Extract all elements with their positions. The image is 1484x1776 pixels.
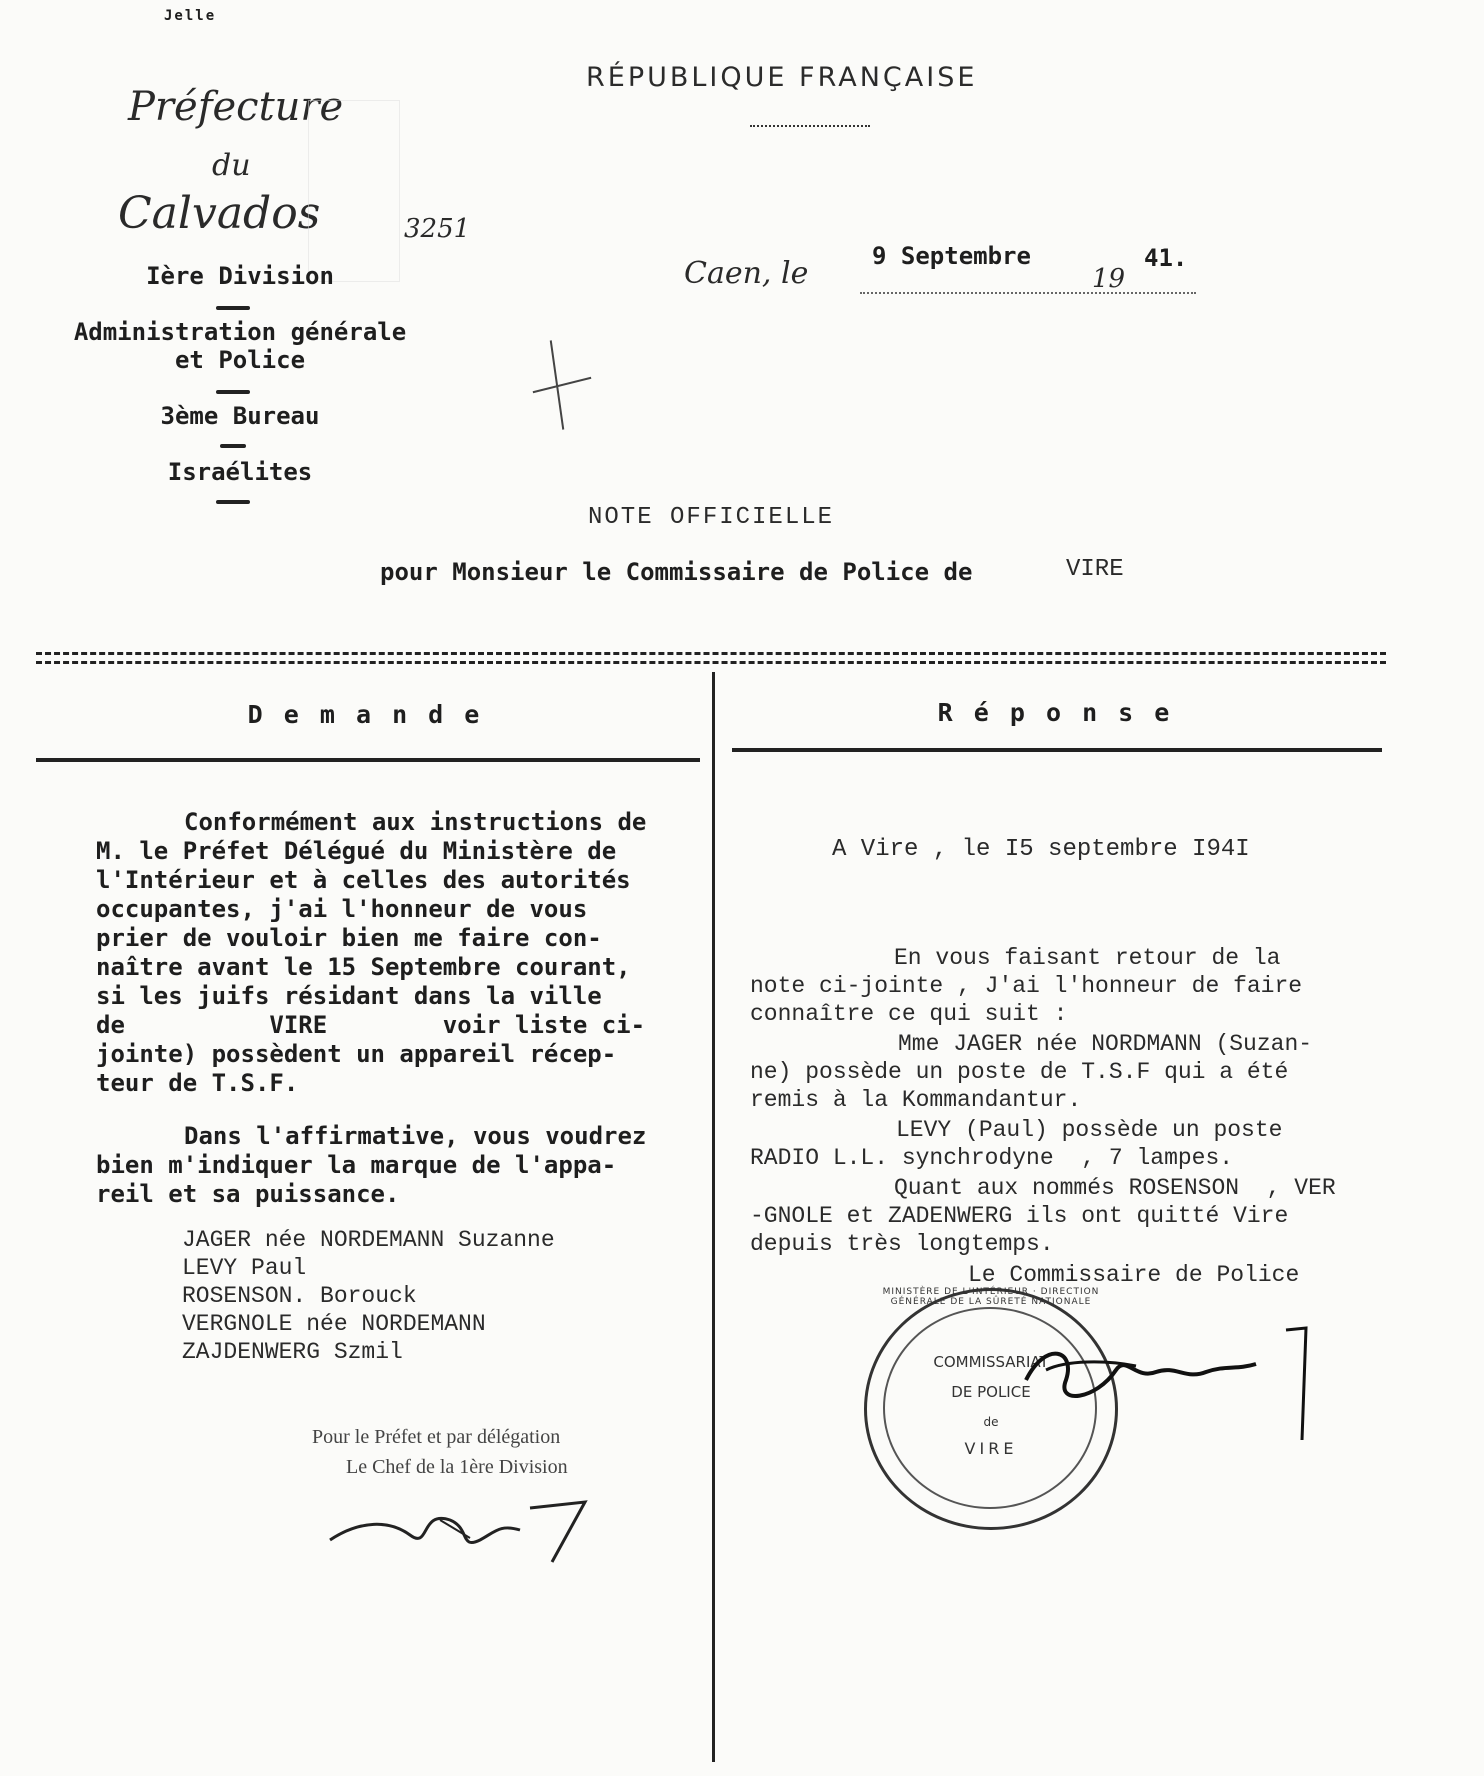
demande-line: occupantes, j'ai l'honneur de vous (96, 895, 588, 923)
faint-stamp-box (308, 100, 400, 282)
stamp-line2: DE POLICE (951, 1383, 1031, 1401)
reponse-line: connaître ce qui suit : (750, 1001, 1068, 1027)
divider-dash (216, 500, 250, 504)
police-label: et Police (174, 346, 306, 374)
demande-line: si les juifs résidant dans la ville (96, 982, 602, 1010)
demande-line: prier de vouloir bien me faire con- (96, 924, 602, 952)
stamp-line4: VIRE (964, 1439, 1018, 1458)
list-item: JAGER née NORDEMANN Suzanne (182, 1227, 555, 1253)
addressee-town: VIRE (1066, 556, 1124, 583)
stamp-line3: de (983, 1415, 999, 1429)
stamp-line1: COMMISSARIAT (933, 1353, 1049, 1371)
demande-line: Dans l'affirmative, vous voudrez (184, 1122, 647, 1150)
demande-line: naître avant le 15 Septembre courant, (96, 953, 631, 981)
date-century: 19 (1092, 264, 1126, 294)
republic-heading: RÉPUBLIQUE FRANÇAISE (586, 62, 978, 93)
reponse-line: -GNOLE et ZADENWERG ils ont quitté Vire (750, 1203, 1289, 1229)
division-label: Ière Division (146, 262, 334, 290)
demande-rule (36, 758, 700, 762)
date-day-month: 9 Septembre (872, 242, 1031, 270)
demande-line: de VIRE voir liste ci- (96, 1011, 646, 1039)
reponse-line: Mme JAGER née NORDMANN (Suzan- (898, 1031, 1313, 1057)
demande-heading: D e m a n d e (247, 700, 483, 729)
prefect-signature-icon (320, 1480, 650, 1570)
prefecture-line1: Préfecture (128, 84, 344, 130)
heading-ornament (750, 125, 870, 127)
list-item: LEVY Paul (182, 1255, 307, 1281)
reponse-line: LEVY (Paul) possède un poste (896, 1117, 1283, 1143)
signature-line2: Le Chef de la 1ère Division (346, 1456, 568, 1478)
reponse-heading: R é p o n s e (937, 698, 1173, 727)
list-item: ROSENSON. Borouck (182, 1283, 417, 1309)
reponse-date: A Vire , le I5 septembre I94I (832, 836, 1250, 863)
reponse-line: note ci-jointe , J'ai l'honneur de faire (750, 973, 1303, 999)
divider-dash (220, 444, 246, 448)
demande-line: teur de T.S.F. (96, 1069, 299, 1097)
commissaire-signature-icon (1006, 1310, 1326, 1450)
prefecture-line3: Calvados (118, 188, 321, 239)
demande-line: Conformément aux instructions de (184, 808, 647, 836)
administration-label: Administration générale (73, 318, 407, 346)
column-divider (712, 672, 715, 1762)
stamp-ring-text: MINISTÈRE DE L'INTÉRIEUR · DIRECTION GÉNÉRALE DE LA SÛRETÉ NATIONALE (882, 1287, 1100, 1307)
divider-dash (216, 306, 250, 310)
corner-mark: Jelle (164, 8, 217, 24)
date-dotted-line (860, 292, 1196, 294)
reponse-line: remis à la Kommandantur. (750, 1087, 1082, 1113)
demande-line: M. le Préfet Délégué du Ministère de (96, 837, 617, 865)
reponse-line: Quant aux nommés ROSENSON , VER (894, 1175, 1336, 1201)
bureau-label: 3ème Bureau (160, 402, 320, 430)
reponse-rule (732, 748, 1382, 752)
list-item: ZAJDENWERG Szmil (182, 1339, 403, 1365)
reference-number: 3251 (404, 214, 471, 244)
addressee-prefix: pour Monsieur le Commissaire de Police de (380, 558, 973, 586)
divider-dash (216, 390, 250, 394)
reponse-line: ne) possède un poste de T.S.F qui a été (750, 1059, 1289, 1085)
reponse-line: RADIO L.L. synchrodyne , 7 lampes. (750, 1145, 1234, 1171)
date-place: Caen, le (684, 256, 809, 291)
prefecture-line2: du (212, 148, 251, 183)
reponse-closing: Le Commissaire de Police (968, 1262, 1300, 1288)
reponse-line: depuis très longtemps. (750, 1231, 1054, 1257)
israelites-label: Israélites (167, 458, 313, 486)
reponse-line: En vous faisant retour de la (894, 945, 1281, 971)
section-separator (36, 652, 1386, 664)
demande-line: jointe) possèdent un appareil récep- (96, 1040, 617, 1068)
demande-line: bien m'indiquer la marque de l'appa- (96, 1151, 617, 1179)
pencil-mark (533, 377, 592, 393)
demande-line: l'Intérieur et à celles des autorités (96, 866, 631, 894)
signature-line1: Pour le Préfet et par délégation (312, 1426, 561, 1448)
note-title: NOTE OFFICIELLE (588, 504, 835, 531)
list-item: VERGNOLE née NORDEMANN (182, 1311, 486, 1337)
date-year: 41. (1144, 244, 1188, 272)
demande-line: reil et sa puissance. (96, 1180, 400, 1208)
